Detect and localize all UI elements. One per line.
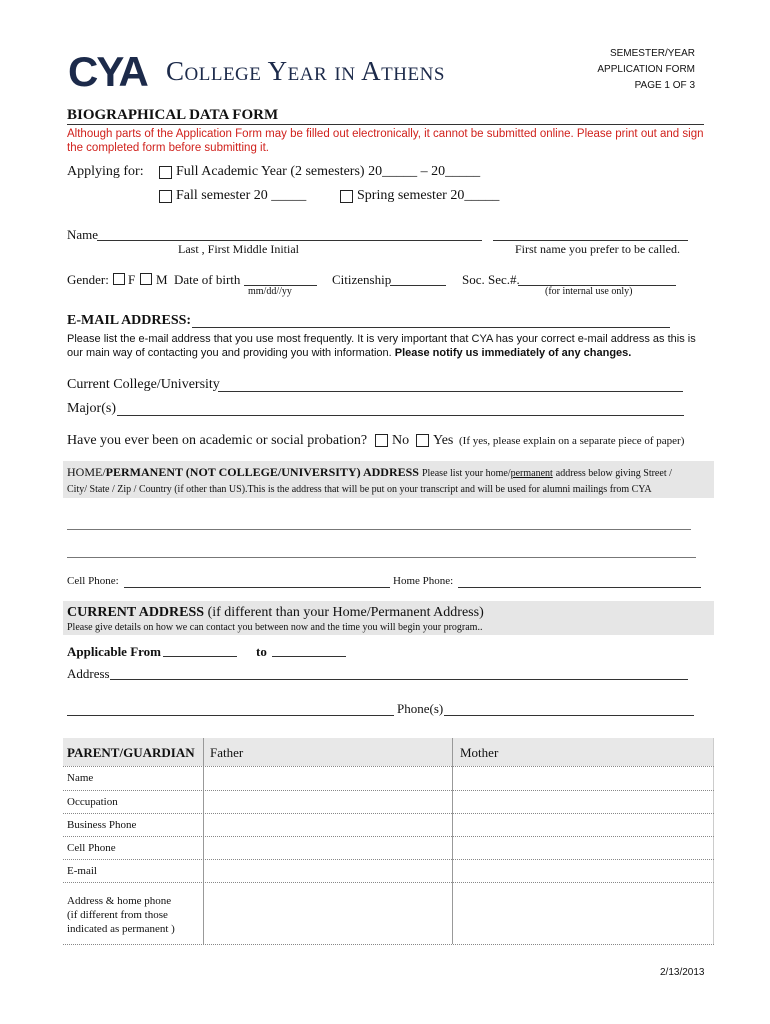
fall-option: Fall semester 20 _____ bbox=[176, 188, 307, 203]
table-row-sep-1 bbox=[63, 790, 714, 791]
table-row-sep-4 bbox=[63, 859, 714, 860]
applying-label: Applying for: bbox=[67, 164, 144, 179]
address-line-2[interactable] bbox=[67, 715, 394, 716]
table-row-label-email: E-mail bbox=[67, 865, 97, 877]
email-note-bold: Please notify us immediately of any changes. bbox=[394, 347, 632, 359]
current-note: Please give details on how we can contact you between now and the time you will begin your program.. bbox=[67, 622, 483, 633]
gender-f-label: F bbox=[128, 272, 136, 287]
cya-logo bbox=[68, 50, 153, 90]
table-divider-2 bbox=[452, 738, 453, 944]
table-row-sep-0 bbox=[63, 766, 714, 767]
home-note-2: City/ State / Zip / Country (if other than US).This is the address that will be put on your transcript and will be used for alumni mailings from CYA bbox=[67, 484, 652, 495]
dob-label: Date of birth bbox=[174, 272, 241, 287]
to-label: to bbox=[256, 644, 267, 659]
form-meta bbox=[555, 46, 695, 94]
address-label: Address bbox=[67, 666, 110, 681]
spring-option: Spring semester 20_____ bbox=[357, 188, 500, 203]
spring-checkbox[interactable] bbox=[340, 190, 353, 203]
citizenship-input-line[interactable] bbox=[390, 285, 446, 286]
email-note-text: Please list the e-mail address that you use most frequently. It is very important that CYA has your correct e-mail address as this is our main way of contacting you and providing you with information. bbox=[67, 333, 696, 359]
applicable-from-input-line[interactable] bbox=[163, 656, 237, 657]
home-address-title bbox=[67, 465, 712, 480]
college-input-line[interactable] bbox=[218, 391, 683, 392]
major-input-line[interactable] bbox=[117, 415, 684, 416]
meta-line-1: SEMESTER/YEAR bbox=[609, 48, 695, 59]
meta-line-2: APPLICATION FORM bbox=[597, 64, 695, 75]
full-year-option: Full Academic Year (2 semesters) 20_____ – 20_____ bbox=[176, 164, 481, 179]
title-rule bbox=[67, 124, 704, 125]
probation-no-label: No bbox=[392, 433, 410, 448]
table-row-sep-3 bbox=[63, 836, 714, 837]
cell-phone-input-line[interactable] bbox=[124, 587, 390, 588]
table-row-label-name: Name bbox=[67, 772, 94, 784]
name-input-line[interactable] bbox=[97, 240, 482, 241]
address-label-line-2: (if different from those bbox=[67, 909, 168, 921]
guardian-header: PARENT/GUARDIAN bbox=[67, 745, 195, 760]
mother-column-header: Mother bbox=[460, 745, 499, 760]
table-row-sep-5 bbox=[63, 882, 714, 883]
home-address-line-2[interactable] bbox=[67, 557, 696, 558]
phones-label: Phone(s) bbox=[397, 701, 444, 716]
form-notice: Although parts of the Application Form may be filled out electronically, it cannot be submitted online. Please print out and sign the completed form before submitting it. bbox=[67, 128, 704, 154]
table-row-sep-6 bbox=[63, 944, 714, 945]
address-label-line-1: Address & home phone bbox=[67, 895, 172, 907]
gender-label: Gender: bbox=[67, 272, 109, 287]
email-label: E-MAIL ADDRESS: bbox=[67, 313, 192, 328]
probation-yes-checkbox[interactable] bbox=[416, 434, 429, 447]
address-label-line-3: indicated as permanent ) bbox=[67, 923, 175, 935]
college-name: College Year in Athens bbox=[166, 56, 445, 86]
full-year-checkbox[interactable] bbox=[159, 166, 172, 179]
name-hint: Last , First Middle Initial bbox=[178, 242, 299, 256]
name-label: Name bbox=[67, 227, 99, 242]
table-row-sep-2 bbox=[63, 813, 714, 814]
cya-logo-mark bbox=[68, 50, 153, 90]
home-prefix: HOME/ bbox=[67, 465, 106, 479]
citizenship-label: Citizenship bbox=[332, 272, 392, 287]
home-note-a: Please list your home/ bbox=[421, 468, 511, 479]
probation-question: Have you ever been on academic or social probation? bbox=[67, 433, 368, 448]
applicable-from-label: Applicable From bbox=[67, 644, 162, 659]
preferred-hint: First name you prefer to be called. bbox=[515, 242, 680, 256]
address-input-line[interactable] bbox=[110, 679, 688, 680]
home-note-b: permanent bbox=[510, 468, 553, 479]
home-phone-label: Home Phone: bbox=[393, 575, 454, 587]
probation-no-checkbox[interactable] bbox=[375, 434, 388, 447]
home-address-line-1[interactable] bbox=[67, 529, 691, 530]
table-row-label-cell-phone: Cell Phone bbox=[67, 842, 116, 854]
table-row-label-occupation: Occupation bbox=[67, 796, 118, 808]
gender-m-label: M bbox=[156, 272, 168, 287]
current-title: CURRENT ADDRESS bbox=[67, 605, 205, 620]
cell-phone-label: Cell Phone: bbox=[67, 575, 119, 587]
applicable-to-input-line[interactable] bbox=[272, 656, 346, 657]
preferred-name-line[interactable] bbox=[493, 240, 688, 241]
gender-f-checkbox[interactable] bbox=[113, 273, 125, 285]
ssn-label: Soc. Sec.#. bbox=[462, 272, 520, 287]
dob-hint: mm/dd//yy bbox=[248, 286, 292, 297]
current-sub: (if different than your Home/Permanent Address) bbox=[207, 605, 484, 620]
current-address-title bbox=[67, 605, 484, 621]
table-row-label-business-phone: Business Phone bbox=[67, 819, 137, 831]
table-row-label-address bbox=[67, 894, 175, 936]
logo-text: CYA bbox=[68, 50, 147, 90]
form-title: BIOGRAPHICAL DATA FORM bbox=[67, 107, 279, 123]
fall-checkbox[interactable] bbox=[159, 190, 172, 203]
phones-input-line[interactable] bbox=[444, 715, 694, 716]
meta-line-3: PAGE 1 OF 3 bbox=[634, 80, 695, 91]
home-phone-input-line[interactable] bbox=[458, 587, 701, 588]
table-divider-1 bbox=[203, 738, 204, 944]
ssn-hint: (for internal use only) bbox=[545, 286, 633, 297]
probation-yes-label: Yes bbox=[433, 433, 454, 448]
email-input-line[interactable] bbox=[192, 327, 670, 328]
probation-hint: (If yes, please explain on a separate piece of paper) bbox=[459, 435, 685, 447]
footer-date: 2/13/2013 bbox=[660, 967, 705, 978]
college-label: Current College/University bbox=[67, 377, 220, 392]
father-column-header: Father bbox=[210, 745, 244, 760]
home-title: PERMANENT (NOT COLLEGE/UNIVERSITY) ADDRESS bbox=[105, 465, 419, 479]
major-label: Major(s) bbox=[67, 401, 116, 416]
email-note bbox=[67, 332, 707, 360]
home-note-c: address below giving Street / bbox=[555, 468, 672, 479]
gender-m-checkbox[interactable] bbox=[140, 273, 152, 285]
table-divider-3 bbox=[713, 738, 714, 944]
